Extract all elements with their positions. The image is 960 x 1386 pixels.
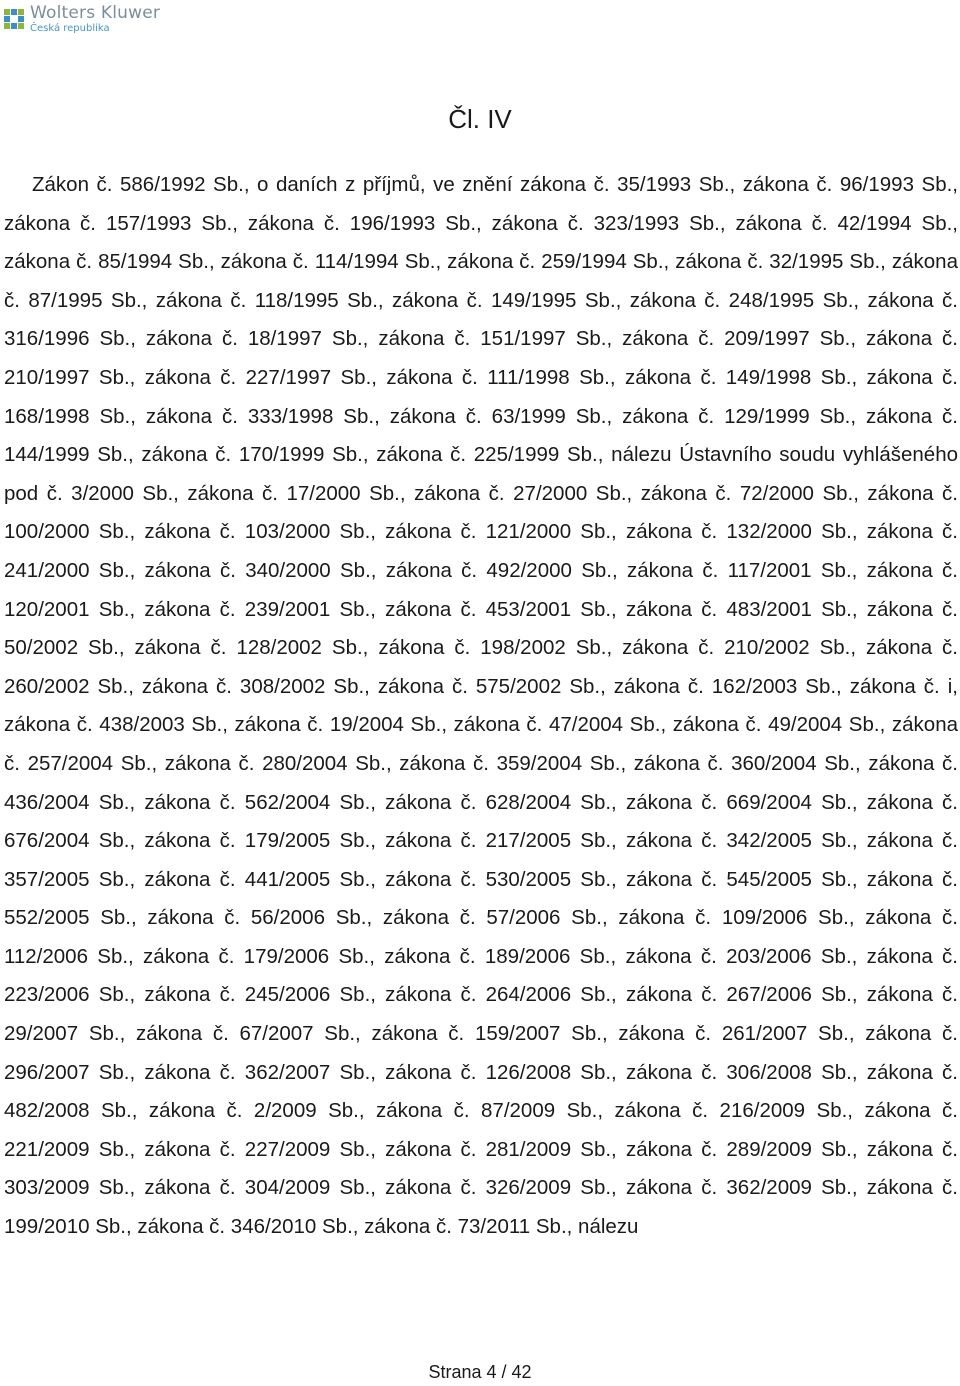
page-number: Strana 4 / 42	[428, 1362, 532, 1382]
logo-text	[30, 2, 161, 34]
publisher-logo	[2, 2, 160, 36]
article-body-text: Zákon č. 586/1992 Sb., o daních z příjmů, ve znění zákona č. 35/1993 Sb., zákona č. 96/1993 Sb., zákona č. 157/1993 Sb., zákona č. 196/1993 Sb., zákona č. 323/1993 Sb., zákona č. 42/1994 Sb., zákona č. 85/1994 Sb., zákona č. 114/1994 Sb., zákona č. 259/1994 Sb., zákona č. 32/1995 Sb., zákona č. 87/1995 Sb., zákona č. 118/1995 Sb., zákona č. 149/1995 Sb., zákona č. 248/1995 Sb., zákona č. 316/1996 Sb., zákona č. 18/1997 Sb., zákona č. 151/1997 Sb., zákona č. 209/1997 Sb., zákona č. 210/1997 Sb., zákona č. 227/1997 Sb., zákona č. 111/1998 Sb., zákona č. 149/1998 Sb., zákona č. 168/1998 Sb., zákona č. 333/1998 Sb., zákona č. 63/1999 Sb., zákona č. 129/1999 Sb., zákona č. 144/1999 Sb., zákona č. 170/1999 Sb., zákona č. 225/1999 Sb., nálezu Ústavního soudu vyhlášeného pod č. 3/2000 Sb., zákona č. 17/2000 Sb., zákona č. 27/2000 Sb., zákona č. 72/2000 Sb., zákona č. 100/2000 Sb., zákona č. 103/2000 Sb., zákona č. 121/2000 Sb., zákona č. 132/2000 Sb., zákona č. 241/2000 Sb., zákona č. 340/2000 Sb., zákona č. 492/2000 Sb., zákona č. 117/2001 Sb., zákona č. 120/2001 Sb., zákona č. 239/2001 Sb., zákona č. 453/2001 Sb., zákona č. 483/2001 Sb., zákona č. 50/2002 Sb., zákona č. 128/2002 Sb., zákona č. 198/2002 Sb., zákona č. 210/2002 Sb., zákona č. 260/2002 Sb., zákona č. 308/2002 Sb., zákona č. 575/2002 Sb., zákona č. 162/2003 Sb., zákona č. i, zákona č. 438/2003 Sb., zákona č. 19/2004 Sb., zákona č. 47/2004 Sb., zákona č. 49/2004 Sb., zákona č. 257/2004 Sb., zákona č. 280/2004 Sb., zákona č. 359/2004 Sb., zákona č. 360/2004 Sb., zákona č. 436/2004 Sb., zákona č. 562/2004 Sb., zákona č. 628/2004 Sb., zákona č. 669/2004 Sb., zákona č. 676/2004 Sb., zákona č. 179/2005 Sb., zákona č. 217/2005 Sb., zákona č. 342/2005 Sb., zákona č. 357/2005 Sb., zákona č. 441/2005 Sb., zákona č. 530/2005 Sb., zákona č. 545/2005 Sb., zákona č. 552/2005 Sb., zákona č. 56/2006 Sb., zákona č. 57/2006 Sb., zákona č. 109/2006 Sb., zákona č. 112/2006 Sb., zákona č. 179/2006 Sb., zákona č. 189/2006 Sb., zákona č. 203/2006 Sb., zákona č. 223/2006 Sb., zákona č. 245/2006 Sb., zákona č. 264/2006 Sb., zákona č. 267/2006 Sb., zákona č. 29/2007 Sb., zákona č. 67/2007 Sb., zákona č. 159/2007 Sb., zákona č. 261/2007 Sb., zákona č. 296/2007 Sb., zákona č. 362/2007 Sb., zákona č. 126/2008 Sb., zákona č. 306/2008 Sb., zákona č. 482/2008 Sb., zákona č. 2/2009 Sb., zákona č. 87/2009 Sb., zákona č. 216/2009 Sb., zákona č. 221/2009 Sb., zákona č. 227/2009 Sb., zákona č. 281/2009 Sb., zákona č. 289/2009 Sb., zákona č. 303/2009 Sb., zákona č. 304/2009 Sb., zákona č. 326/2009 Sb., zákona č. 362/2009 Sb., zákona č. 199/2010 Sb., zákona č. 346/2010 Sb., zákona č. 73/2011 Sb., nálezu	[4, 173, 958, 1239]
logo-subtitle: Česká republika	[30, 22, 110, 34]
logo-name: Wolters Kluwer	[30, 2, 161, 23]
wolters-kluwer-logo-icon	[2, 7, 26, 31]
article-heading: Čl. IV	[448, 104, 512, 134]
